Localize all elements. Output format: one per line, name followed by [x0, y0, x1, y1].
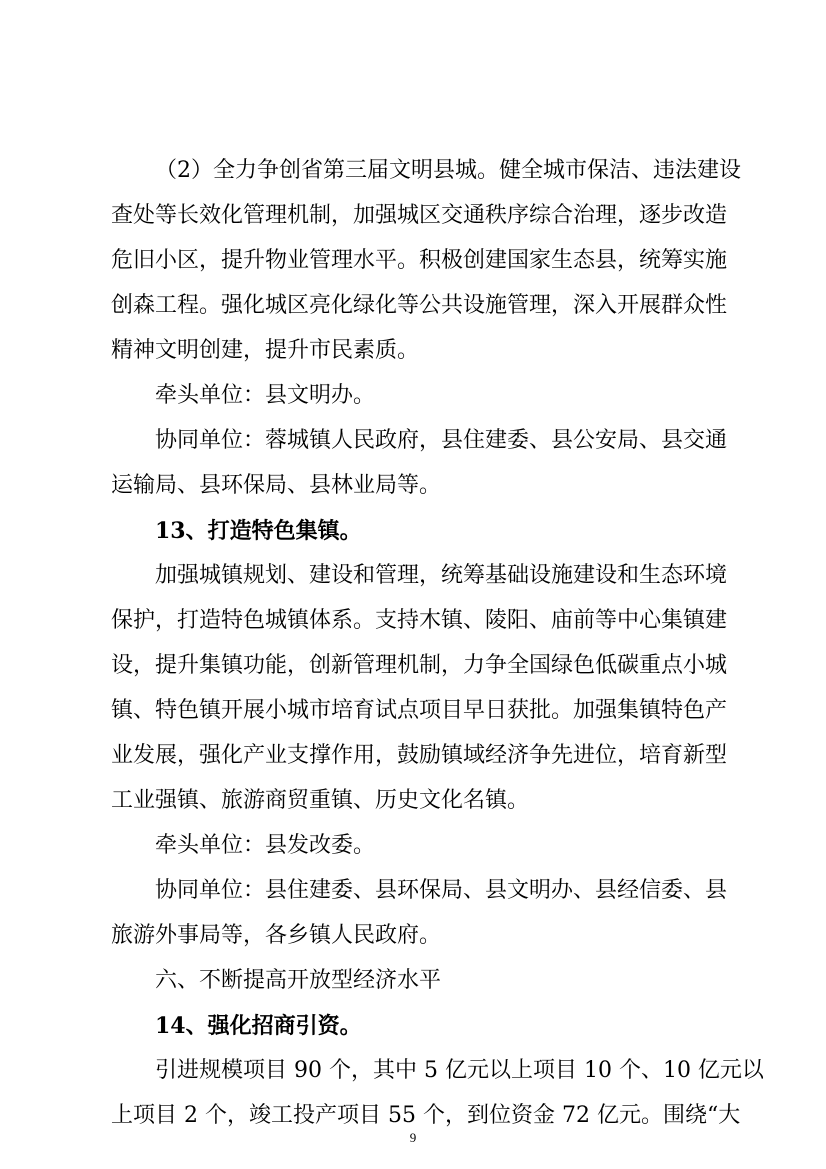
paragraph-line: 设，提升集镇功能，创新管理机制，力争全国绿色低碳重点小城 [111, 653, 728, 678]
paragraph-line: 镇、特色镇开展小城市培育试点项目早日获批。加强集镇特色产 [111, 698, 728, 723]
cooperating-unit-line: 协同单位：县住建委、县环保局、县文明办、县经信委、县 [155, 878, 728, 903]
paragraph-line: 危旧小区，提升物业管理水平。积极创建国家生态县，统筹实施 [111, 248, 728, 273]
section-heading: 13、打造特色集镇。 [155, 518, 362, 544]
paragraph-line: （2）全力争创省第三届文明县城。健全城市保洁、违法建设 [155, 158, 741, 183]
paragraph-line: 精神文明创建，提升市民素质。 [111, 338, 420, 363]
lead-unit-line: 牵头单位：县发改委。 [155, 833, 376, 858]
paragraph-line: 加强城镇规划、建设和管理，统筹基础设施建设和生态环境 [155, 563, 728, 588]
cooperating-unit-line: 运输局、县环保局、县林业局等。 [111, 473, 442, 498]
paragraph-line: 工业强镇、旅游商贸重镇、历史文化名镇。 [111, 788, 530, 813]
lead-unit-line: 牵头单位：县文明办。 [155, 383, 376, 408]
paragraph-line: 业发展，强化产业支撑作用，鼓励镇域经济争先进位，培育新型 [111, 743, 728, 768]
chapter-heading: 六、不断提高开放型经济水平 [155, 968, 442, 993]
cooperating-unit-line: 旅游外事局等，各乡镇人民政府。 [111, 923, 442, 948]
page-number: 9 [409, 1130, 417, 1145]
paragraph-line: 查处等长效化管理机制，加强城区交通秩序综合治理，逐步改造 [111, 203, 728, 228]
paragraph-line: 保护，打造特色城镇体系。支持木镇、陵阳、庙前等中心集镇建 [111, 608, 728, 633]
paragraph-line: 创森工程。强化城区亮化绿化等公共设施管理，深入开展群众性 [111, 293, 728, 318]
paragraph-line: 引进规模项目 90 个，其中 5 亿元以上项目 10 个、10 亿元以 [155, 1058, 764, 1083]
section-heading: 14、强化招商引资。 [155, 1013, 362, 1039]
paragraph-line: 上项目 2 个，竣工投产项目 55 个，到位资金 72 亿元。围绕“大 [111, 1103, 741, 1128]
cooperating-unit-line: 协同单位：蓉城镇人民政府，县住建委、县公安局、县交通 [155, 428, 728, 453]
